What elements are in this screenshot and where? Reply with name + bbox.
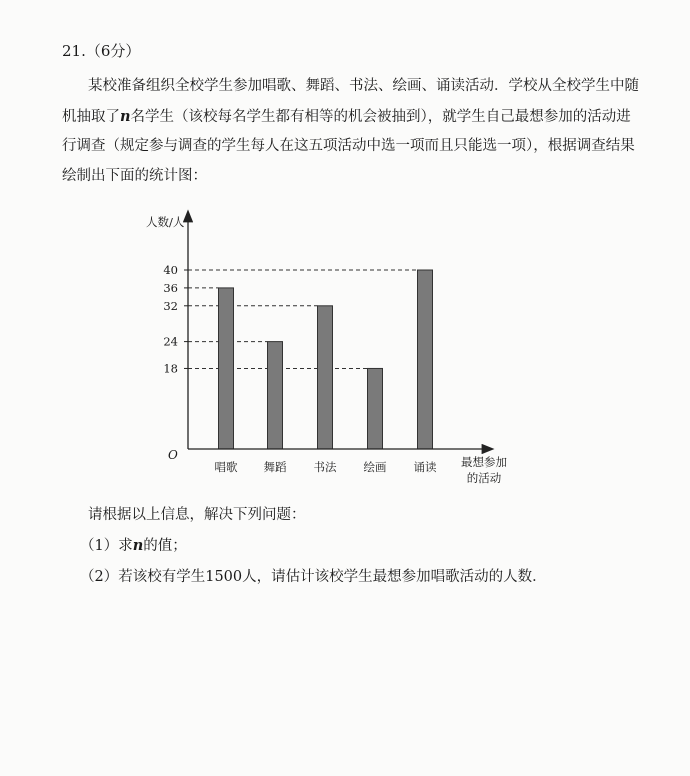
question-number: 21.（6分） <box>62 42 141 60</box>
q1-variable-n: n <box>132 537 144 554</box>
y-axis-label: 人数/人 <box>146 215 185 229</box>
questions-intro: 请根据以上信息，解决下列问题： <box>88 507 306 523</box>
q1-part-1: （1）求 <box>80 538 133 554</box>
category-label-2: 书法 <box>313 460 337 474</box>
origin-label: O <box>168 448 178 462</box>
q1-part-2: 的值； <box>143 538 187 554</box>
category-label-4: 诵读 <box>413 460 437 474</box>
question-line-1: 某校准备组织全校学生参加唱歌、舞蹈、书法、绘画、诵读活动．学校从全校学生中随 <box>88 78 639 94</box>
y-tick-label-36: 36 <box>163 280 178 295</box>
y-tick-label-32: 32 <box>163 298 178 313</box>
line-2-part-1: 机抽取了 <box>62 108 120 125</box>
category-label-3: 绘画 <box>363 460 387 474</box>
y-tick-label-18: 18 <box>163 361 178 376</box>
category-label-1: 舞蹈 <box>263 460 287 474</box>
bar-舞蹈 <box>268 342 283 449</box>
bar-绘画 <box>368 368 383 449</box>
y-tick-label-24: 24 <box>163 334 178 349</box>
chart-root <box>146 212 507 485</box>
line-2-part-2: 名学生（该校每名学生都有相等的机会被抽到），就学生自己最想参加的活动进 <box>130 108 631 125</box>
variable-n: n <box>120 107 131 125</box>
question-part-1 <box>80 534 187 555</box>
question-part-2: （2）若该校有学生1500人，请估计该校学生最想参加唱歌活动的人数． <box>80 569 547 585</box>
category-label-0: 唱歌 <box>214 460 238 474</box>
question-line-4: 绘制出下面的统计图： <box>62 167 207 184</box>
bar-唱歌 <box>219 288 234 449</box>
y-tick-label-40: 40 <box>163 263 178 277</box>
x-axis-label-line-2: 的活动 <box>466 471 502 485</box>
bar-诵读 <box>418 270 433 449</box>
bar-书法 <box>318 306 333 449</box>
x-axis-label-line-1: 最想参加 <box>461 455 507 469</box>
question-line-3: 行调查（规定参与调查的学生每人在这五项活动中选一项而且只能选一项），根据调查结果 <box>62 138 635 154</box>
